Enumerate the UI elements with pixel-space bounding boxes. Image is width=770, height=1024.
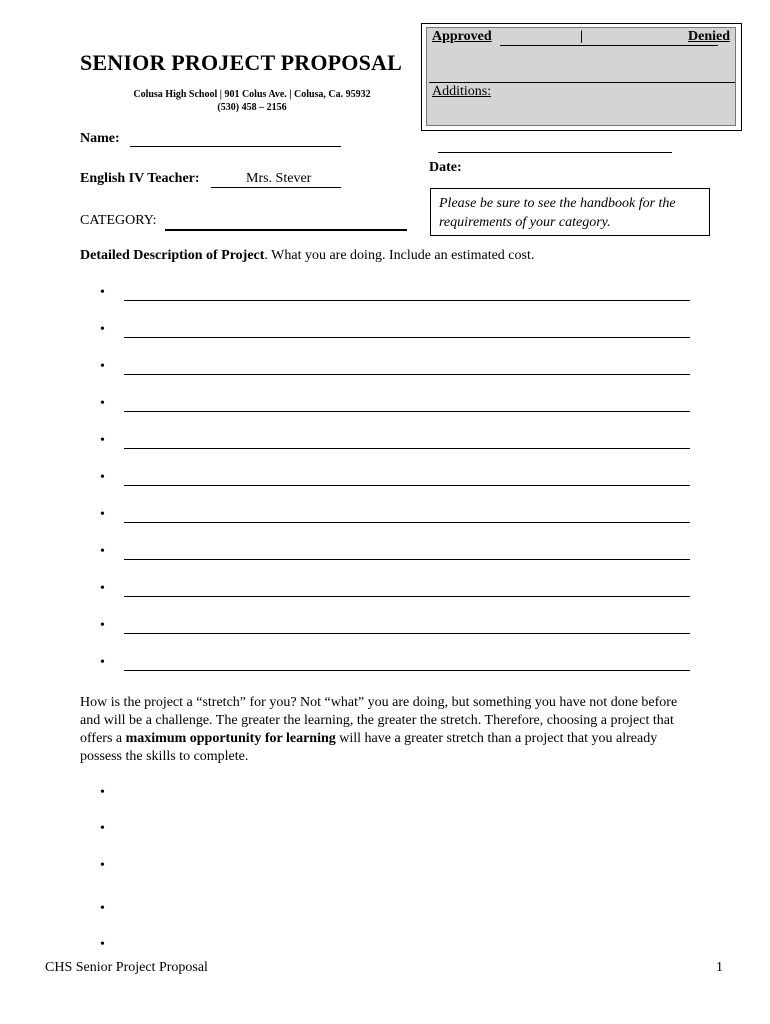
list-bullet: • (100, 507, 105, 522)
date-label: Date: (429, 160, 462, 175)
list-bullet: • (100, 618, 105, 633)
category-label: CATEGORY: (80, 213, 157, 228)
name-label: Name: (80, 131, 120, 146)
address-line: Colusa High School | 901 Colus Ave. | Colusa, Ca. 95932 (133, 89, 371, 100)
list-bullet: • (100, 785, 105, 800)
additions-label: Additions: (432, 84, 492, 99)
page-number: 1 (716, 960, 723, 975)
list-bullet: • (100, 544, 105, 559)
handbook-note (430, 188, 710, 236)
list-bullet: • (100, 901, 105, 916)
list-bullet: • (100, 359, 105, 374)
handbook-note-line: requirements of your category. (439, 215, 611, 230)
approved-label: Approved (432, 29, 492, 44)
phone-line: (530) 458 – 2156 (217, 102, 287, 113)
approved-underline (500, 45, 718, 46)
stretch-emphasis: maximum opportunity for learning (125, 731, 336, 746)
description-blank-line[interactable] (124, 374, 690, 375)
description-blank-line[interactable] (124, 337, 690, 338)
description-text: . What you are doing. Include an estimated cost. (264, 248, 535, 263)
description-blank-line[interactable] (124, 559, 690, 560)
list-bullet: • (100, 821, 105, 836)
teacher-label: English IV Teacher: (80, 171, 200, 186)
description-heading: Detailed Description of Project (80, 248, 265, 263)
description-blank-line[interactable] (124, 596, 690, 597)
page-title: SENIOR PROJECT PROPOSAL (80, 50, 403, 75)
list-bullet: • (100, 470, 105, 485)
name-field[interactable] (130, 133, 341, 147)
category-field[interactable] (165, 214, 407, 231)
description-blank-line[interactable] (124, 522, 690, 523)
denied-label: Denied (688, 29, 730, 44)
list-bullet: • (100, 322, 105, 337)
description-blank-line[interactable] (124, 448, 690, 449)
list-bullet: • (100, 433, 105, 448)
list-bullet: • (100, 858, 105, 873)
stretch-text: will have a greater stretch than a project that you already possess the skills to complete. (80, 731, 658, 764)
approval-divider (429, 82, 735, 83)
approval-row (432, 29, 732, 48)
stretch-text: How is the project a “stretch” for you? Not “what” you are doing, but something you have not done before and will be a challenge. The greater the learning, the greater the stretch. Therefore, choosing a project that offers a (80, 695, 678, 746)
description-prompt (80, 248, 534, 264)
date-field[interactable] (438, 139, 672, 153)
list-bullet: • (100, 581, 105, 596)
list-bullet: • (100, 396, 105, 411)
teacher-value: Mrs. Stever (246, 171, 312, 186)
description-blank-line[interactable] (124, 411, 690, 412)
description-blank-line[interactable] (124, 485, 690, 486)
description-blank-line[interactable] (124, 633, 690, 634)
description-blank-line[interactable] (124, 670, 690, 671)
list-bullet: • (100, 285, 105, 300)
list-bullet: • (100, 937, 105, 952)
approval-separator: | (580, 29, 584, 44)
stretch-prompt (80, 694, 700, 766)
handbook-note-line: Please be sure to see the handbook for the (439, 196, 676, 211)
teacher-field[interactable] (211, 171, 341, 188)
description-blank-line[interactable] (124, 300, 690, 301)
school-address (80, 88, 424, 114)
list-bullet: • (100, 655, 105, 670)
footer-title: CHS Senior Project Proposal (45, 960, 208, 975)
